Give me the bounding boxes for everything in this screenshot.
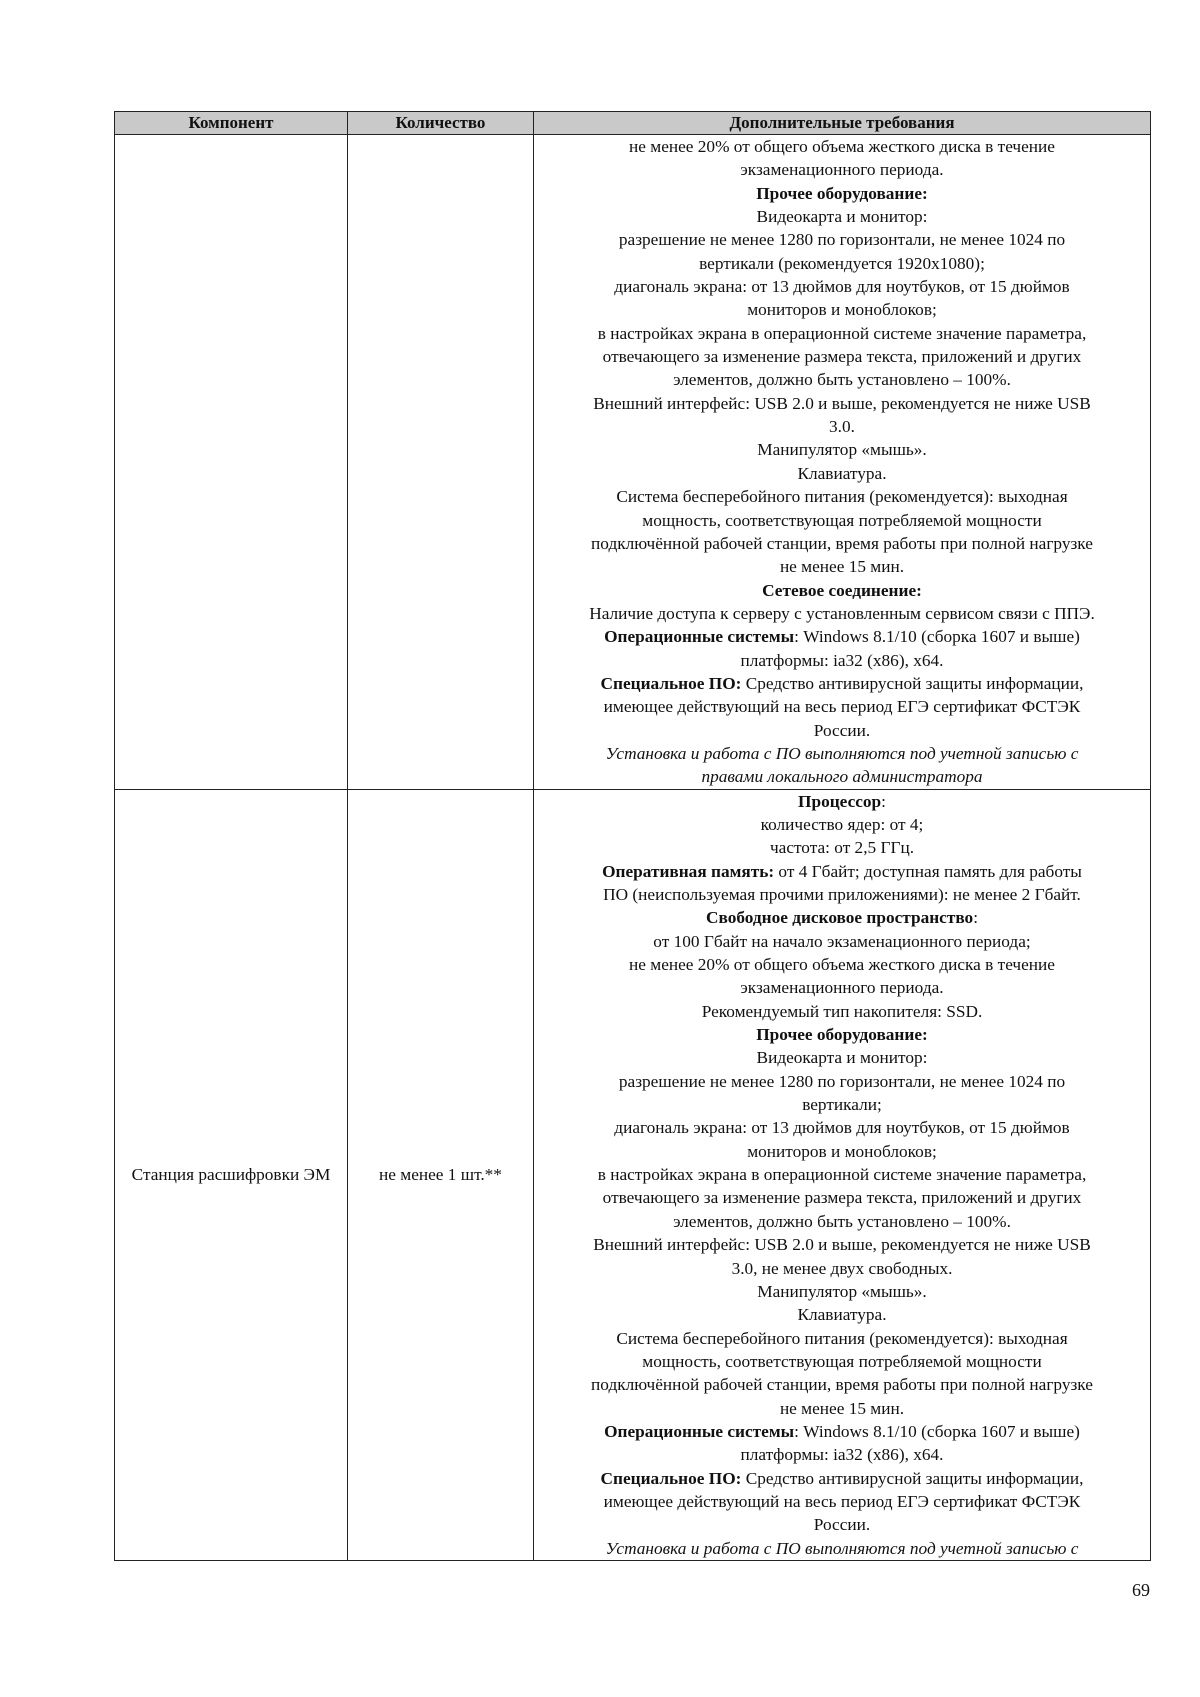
requirement-line: не менее 15 мин. [779,1398,905,1418]
requirement-line: Система бесперебойного питания (рекомендуется): выходная [616,487,1068,507]
requirement-line: Сетевое соединение: [762,580,922,600]
requirement-line: Клавиатура. [797,463,887,483]
requirement-line: разрешение не менее 1280 по горизонтали, не менее 1024 по [618,1071,1066,1091]
requirement-line: элементов, должно быть установлено – 100%. [673,1211,1011,1231]
requirement-text: от 4 Гбайт; доступная память для работы [774,861,1082,881]
requirement-label: Свободное дисковое пространство [706,908,974,928]
table-row [115,789,1151,1560]
requirement-line: подключённой рабочей станции, время работы при полной нагрузке [591,1375,1093,1395]
requirement-line: не менее 20% от общего объема жесткого диска в течение [629,955,1055,975]
component-cell [115,135,348,790]
requirement-line: Установка и работа с ПО выполняются под учетной записью с [605,1538,1079,1558]
requirement-text: Средство антивирусной защиты информации, [741,673,1084,693]
requirement-label: Специальное ПО: [600,1468,742,1488]
header-component: Компонент [115,112,348,135]
header-requirements: Дополнительные требования [534,112,1151,135]
requirement-line: России. [813,720,871,740]
requirement-label: Оперативная память: [602,861,775,881]
requirement-line: имеющее действующий на весь период ЕГЭ сертификат ФСТЭК [603,1491,1081,1511]
requirement-text: : Windows 8.1/10 (сборка 1607 и выше) [794,627,1080,647]
requirement-label: Специальное ПО: [600,673,742,693]
requirement-line: Видеокарта и монитор: [756,207,928,227]
requirement-line: не менее 20% от общего объема жесткого диска в течение [629,137,1055,156]
requirements-table [114,111,1151,1561]
requirement-line: экзаменационного периода. [740,978,944,998]
requirement-line: Манипулятор «мышь». [757,440,927,460]
requirement-line: Рекомендуемый тип накопителя: SSD. [701,1001,983,1021]
requirement-line: Система бесперебойного питания (рекомендуется): выходная [616,1328,1068,1348]
requirement-line: частота: от 2,5 ГГц. [769,838,915,858]
page-number: 69 [1132,1580,1150,1600]
requirement-text: Средство антивирусной защиты информации, [741,1468,1084,1488]
requirement-line [540,672,1144,695]
requirement-line: от 100 Гбайт на начало экзаменационного периода; [653,931,1031,951]
requirement-line: Видеокарта и монитор: [756,1048,928,1068]
requirement-text: : [881,791,886,811]
requirements-cell [534,135,1151,790]
requirement-line: Манипулятор «мышь». [757,1281,927,1301]
requirement-line: экзаменационного периода. [740,160,944,180]
requirement-label: Процессор [798,791,882,811]
requirement-line: Прочее оборудование: [756,1025,928,1045]
requirement-label: Операционные системы [604,627,795,647]
requirement-line: платформы: ia32 (x86), x64. [740,650,944,670]
requirement-line: Клавиатура. [797,1305,887,1325]
component-cell: Станция расшифровки ЭМ [115,789,348,1560]
requirement-line: не менее 15 мин. [779,557,905,577]
requirement-line: вертикали; [802,1095,882,1115]
requirement-line: отвечающего за изменение размера текста, приложений и других [602,1188,1082,1208]
requirement-line: имеющее действующий на весь период ЕГЭ сертификат ФСТЭК [603,697,1081,717]
requirement-text: : [973,908,978,928]
requirement-line [540,790,1144,813]
quantity-cell [348,135,534,790]
requirement-line: платформы: ia32 (x86), x64. [740,1445,944,1465]
requirement-line [540,860,1144,883]
requirement-line: мощность, соответствующая потребляемой мощности [642,1351,1042,1371]
requirement-line: России. [813,1515,871,1535]
requirement-line: ПО (неиспользуемая прочими приложениями): не менее 2 Гбайт. [603,885,1081,904]
requirement-line: в настройках экрана в операционной системе значение параметра, [597,1165,1087,1185]
requirement-text: : Windows 8.1/10 (сборка 1607 и выше) [794,1421,1080,1441]
requirement-line: диагональ экрана: от 13 дюймов для ноутбуков, от 15 дюймов [614,1118,1070,1138]
requirement-line: диагональ экрана: от 13 дюймов для ноутбуков, от 15 дюймов [614,277,1070,297]
requirement-line [540,906,1144,929]
requirement-line: отвечающего за изменение размера текста, приложений и других [602,347,1082,367]
requirement-line: Наличие доступа к серверу с установленным сервисом связи с ППЭ. [589,603,1095,623]
requirement-line: правами локального администратора [701,767,983,787]
requirement-line: количество ядер: от 4; [760,814,924,834]
requirement-line: вертикали (рекомендуется 1920x1080); [699,253,985,273]
requirement-line: 3.0. [829,417,855,437]
requirement-line: в настройках экрана в операционной системе значение параметра, [597,323,1087,343]
requirement-label: Операционные системы [604,1421,795,1441]
requirement-line [540,625,1144,648]
requirement-line: Внешний интерфейс: USB 2.0 и выше, рекомендуется не ниже USB [593,393,1091,413]
requirement-line [540,1420,1144,1443]
requirement-line: подключённой рабочей станции, время работы при полной нагрузке [591,533,1093,553]
requirement-line: мощность, соответствующая потребляемой мощности [642,510,1042,530]
requirement-line: Внешний интерфейс: USB 2.0 и выше, рекомендуется не ниже USB [593,1235,1091,1255]
requirement-line: мониторов и моноблоков; [747,1141,937,1161]
requirement-line: разрешение не менее 1280 по горизонтали, не менее 1024 по [618,230,1066,250]
requirement-line [540,1467,1144,1490]
requirement-line: Установка и работа с ПО выполняются под учетной записью с [605,743,1079,763]
requirement-line: 3.0, не менее двух свободных. [731,1258,953,1278]
requirement-line: мониторов и моноблоков; [747,300,937,320]
requirement-line: Прочее оборудование: [756,183,928,203]
table-header-row [115,112,1151,135]
table-row [115,135,1151,790]
requirement-line: элементов, должно быть установлено – 100%. [673,370,1011,390]
quantity-cell: не менее 1 шт.** [348,789,534,1560]
requirements-cell [534,789,1151,1560]
header-quantity: Количество [348,112,534,135]
